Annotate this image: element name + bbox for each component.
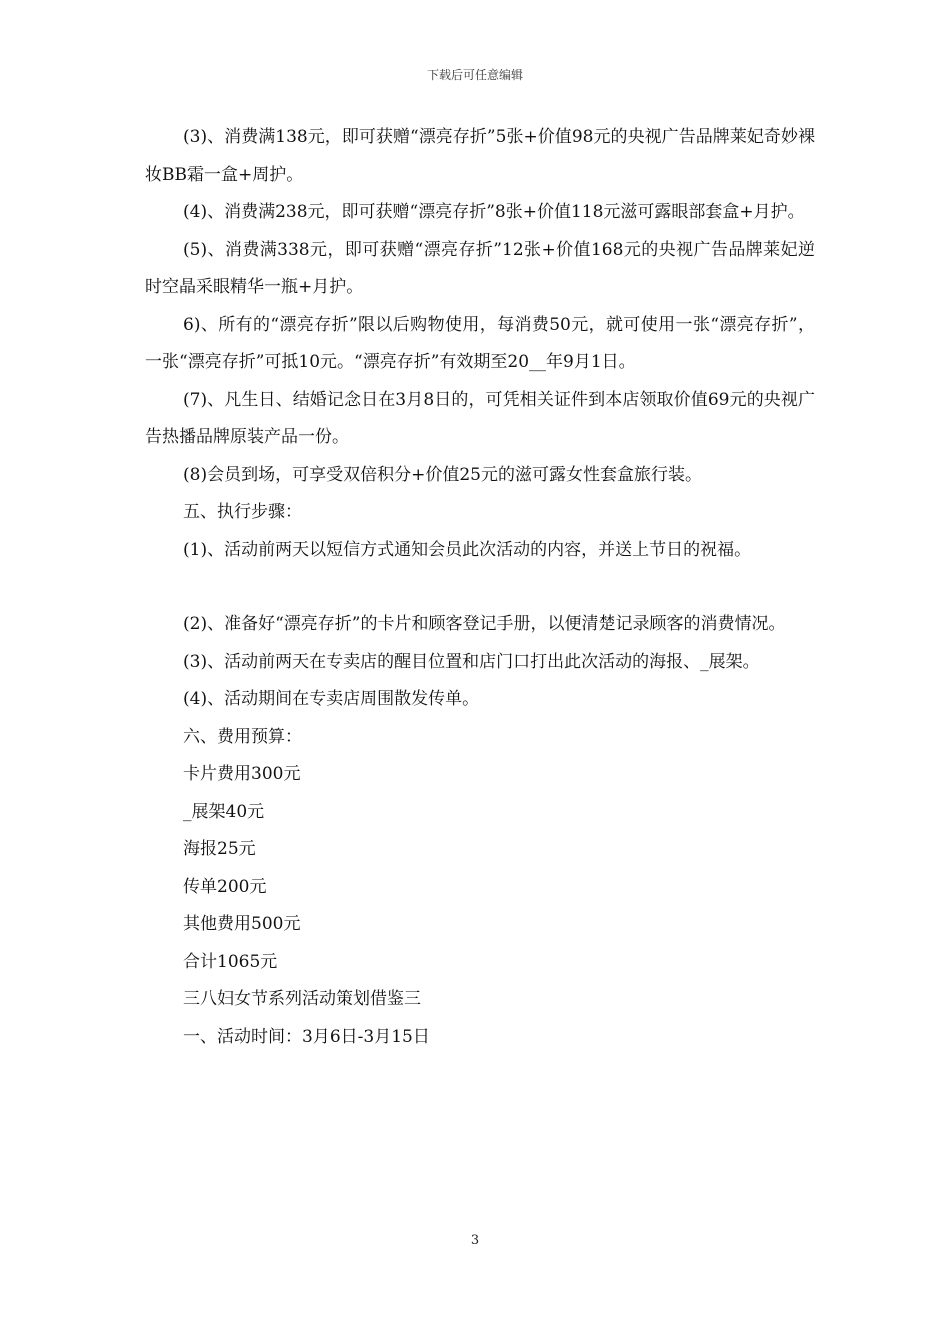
paragraph-gift-238: (4)、消费满238元，即可获赠“漂亮存折”8张+价值118元滋可露眼部套盒+月护。 (183, 202, 805, 222)
document-body (145, 119, 815, 1056)
paragraph-activity-time: 一、活动时间：3月6日-3月15日 (183, 1026, 430, 1047)
paragraph-step-3: (3)、活动前两天在专卖店的醒目位置和店门口打出此次活动的海报、_展架。 (183, 651, 760, 672)
budget-item-cards: 卡片费用300元 (183, 764, 301, 784)
paragraph-gift-338: (5)、消费满338元，即可获赠“漂亮存折”12张+价值168元的央视广告品牌莱妃逆时空晶采眼精华一瓶+月护。 (145, 239, 815, 297)
budget-item-other: 其他费用500元 (183, 914, 301, 934)
budget-item-stand: _展架40元 (183, 801, 265, 822)
budget-item-flyers: 传单200元 (183, 876, 267, 897)
section-title-plan-three: 三八妇女节系列活动策划借鉴三 (183, 989, 421, 1009)
section-heading-execution: 五、执行步骤： (183, 502, 302, 522)
page-header: 下载后可任意编辑 (426, 68, 523, 82)
paragraph-step-1: (1)、活动前两天以短信方式通知会员此次活动的内容，并送上节日的祝福。 (183, 539, 752, 560)
section-heading-budget: 六、费用预算： (183, 726, 302, 747)
budget-item-poster: 海报25元 (183, 839, 256, 859)
paragraph-member-points: (8)会员到场，可享受双倍积分+价值25元的滋可露女性套盒旅行装。 (183, 464, 702, 485)
paragraph-step-2: (2)、准备好“漂亮存折”的卡片和顾客登记手册，以便清楚记录顾客的消费情况。 (183, 614, 786, 634)
paragraph-passbook-usage: 6)、所有的“漂亮存折”限以后购物使用，每消费50元，就可使用一张“漂亮存折”，一张“漂亮存折”可抵10元。“漂亮存折”有效期至20__年9月1日。 (145, 314, 815, 372)
budget-total: 合计1065元 (183, 951, 278, 972)
page-number: 3 (470, 1233, 480, 1248)
paragraph-gift-138: (3)、消费满138元，即可获赠“漂亮存折”5张+价值98元的央视广告品牌莱妃奇妙裸妆BB霜一盒+周护。 (145, 127, 815, 185)
paragraph-step-4: (4)、活动期间在专卖店周围散发传单。 (183, 689, 480, 709)
paragraph-anniversary: (7)、凡生日、结婚记念日在3月8日的，可凭相关证件到本店领取价值69元的央视广告热播品牌原装产品一份。 (145, 389, 815, 447)
